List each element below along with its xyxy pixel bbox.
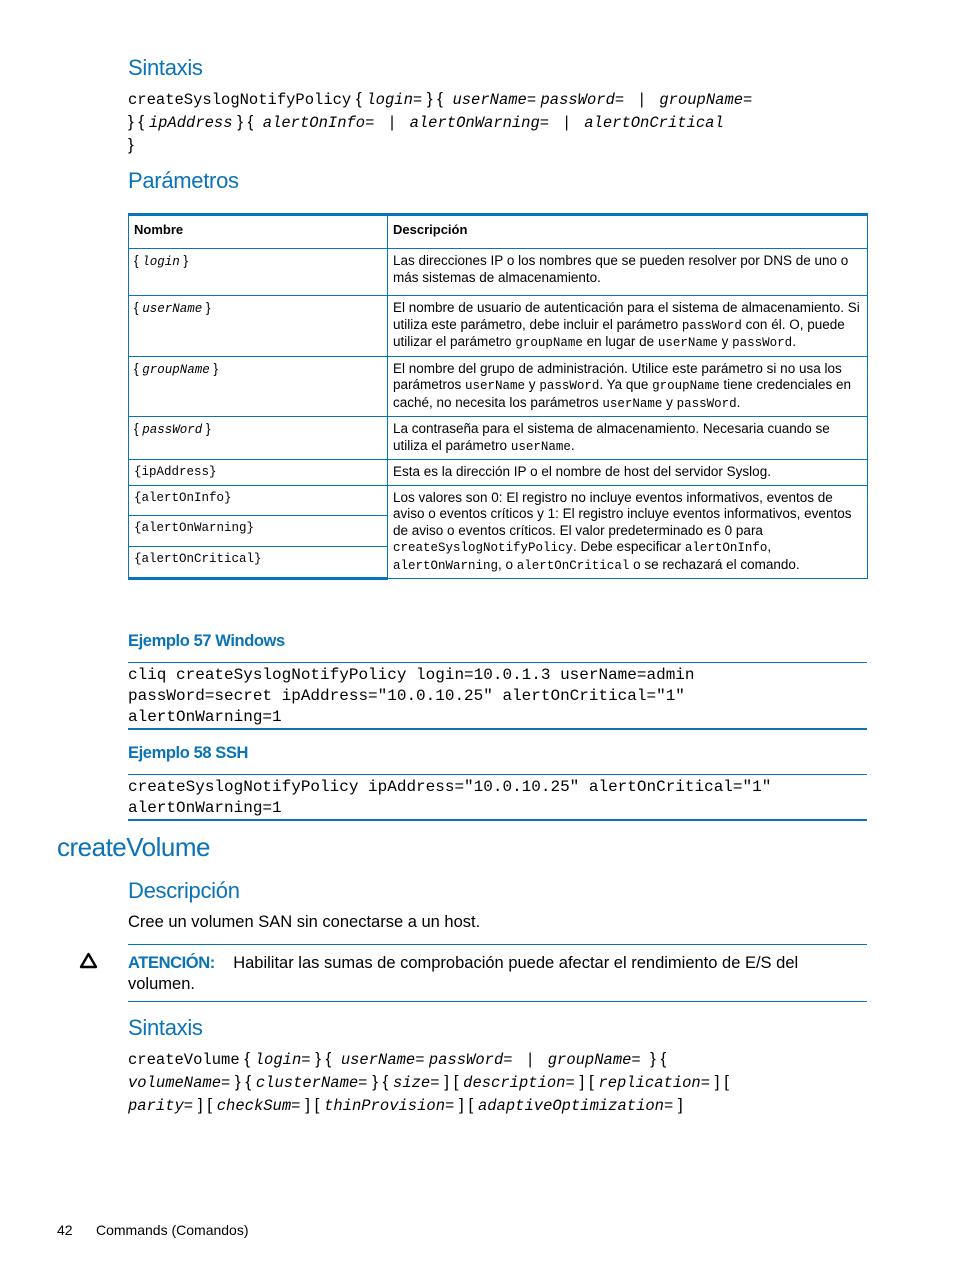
param-name: {alertOnWarning} <box>129 516 388 547</box>
warning-triangle-icon <box>79 952 98 969</box>
syntax-heading: Sintaxis <box>128 55 203 80</box>
param-name: { login } <box>129 249 388 296</box>
description-heading: Descripción <box>128 878 240 903</box>
table-row <box>129 296 868 357</box>
param-name: { groupName } <box>129 356 388 417</box>
warning-label: ATENCIÓN: <box>128 954 215 972</box>
param-desc: Esta es la dirección IP o el nombre de host del servidor Syslog. <box>388 460 868 486</box>
page-number: 42 <box>57 1222 73 1238</box>
table-row <box>129 249 868 296</box>
param-name: { userName } <box>129 296 388 357</box>
table-row <box>129 485 868 516</box>
warning-box <box>128 944 867 1002</box>
example-58-label: Ejemplo 58 SSH <box>128 744 249 762</box>
table-header-row <box>129 215 868 249</box>
params-table <box>128 213 868 580</box>
table-row <box>129 417 868 460</box>
param-desc: Las direcciones IP o los nombres que se pueden resolver por DNS de uno o más sistemas de almacenamiento. <box>388 249 868 296</box>
warning-text: Habilitar las sumas de comprobación puede afectar el rendimiento de E/S del volumen. <box>128 954 799 993</box>
param-name: {alertOnInfo} <box>129 485 388 516</box>
param-name: {alertOnCritical} <box>129 547 388 579</box>
table-row <box>129 460 868 486</box>
param-desc: El nombre del grupo de administración. Utilice este parámetro si no usa los parámetros userName y passWord. Ya que groupName tiene credenciales en caché, no necesita los parámetros userName y passWord. <box>388 356 868 417</box>
example-57-code: cliq createSyslogNotifyPolicy login=10.0.1.3 userName=admin passWord=secret ipAddress="10.0.10.25" alertOnCritical="1" alertOnWarning=1 <box>128 662 867 730</box>
createvolume-title: createVolume <box>57 832 210 862</box>
param-name: {ipAddress} <box>129 460 388 486</box>
header-name: Nombre <box>129 215 388 249</box>
param-name: { passWord } <box>129 417 388 460</box>
table-row <box>129 356 868 417</box>
example-57-label: Ejemplo 57 Windows <box>128 632 285 650</box>
syntax-block-syslog: createSyslogNotifyPolicy { login= } { userName= passWord= | groupName= } { ipAddress } { alertOnInfo= | alertOnWarning= | alertOnCritical } <box>128 89 753 154</box>
header-desc: Descripción <box>388 215 868 249</box>
syntax-heading-2: Sintaxis <box>128 1015 203 1040</box>
example-58-code: createSyslogNotifyPolicy ipAddress="10.0.10.25" alertOnCritical="1" alertOnWarning=1 <box>128 774 867 821</box>
footer-section: Commands (Comandos) <box>96 1222 249 1238</box>
param-desc: El nombre de usuario de autenticación para el sistema de almacenamiento. Si utiliza este parámetro, debe incluir el parámetro passWord con él. O, puede utilizar el parámetro groupName en lugar de userName y passWord. <box>388 296 868 357</box>
params-heading: Parámetros <box>128 168 239 193</box>
param-desc: La contraseña para el sistema de almacenamiento. Necesaria cuando se utiliza el parámetro userName. <box>388 417 868 460</box>
syntax-block-createvolume: createVolume { login= } { userName= passWord= | groupName= } { volumeName= } { clusterName= } { size= ] [ description= ] [ replication= ] [ parity= ] [ checkSum= ] [ thinProvision= ] [ adaptiveOptimization= ] <box>128 1049 729 1115</box>
description-text: Cree un volumen SAN sin conectarse a un host. <box>128 913 481 931</box>
param-desc-alerts: Los valores son 0: El registro no incluye eventos informativos, eventos de aviso o eventos críticos y 1: El registro incluye eventos informativos, eventos de aviso o eventos críticos. El valor predeterminado es 0 para createSyslogNotifyPolicy. Debe especificar alertOnInfo, alertOnWarning, o alertOnCritical o se rechazará el comando. <box>388 485 868 579</box>
